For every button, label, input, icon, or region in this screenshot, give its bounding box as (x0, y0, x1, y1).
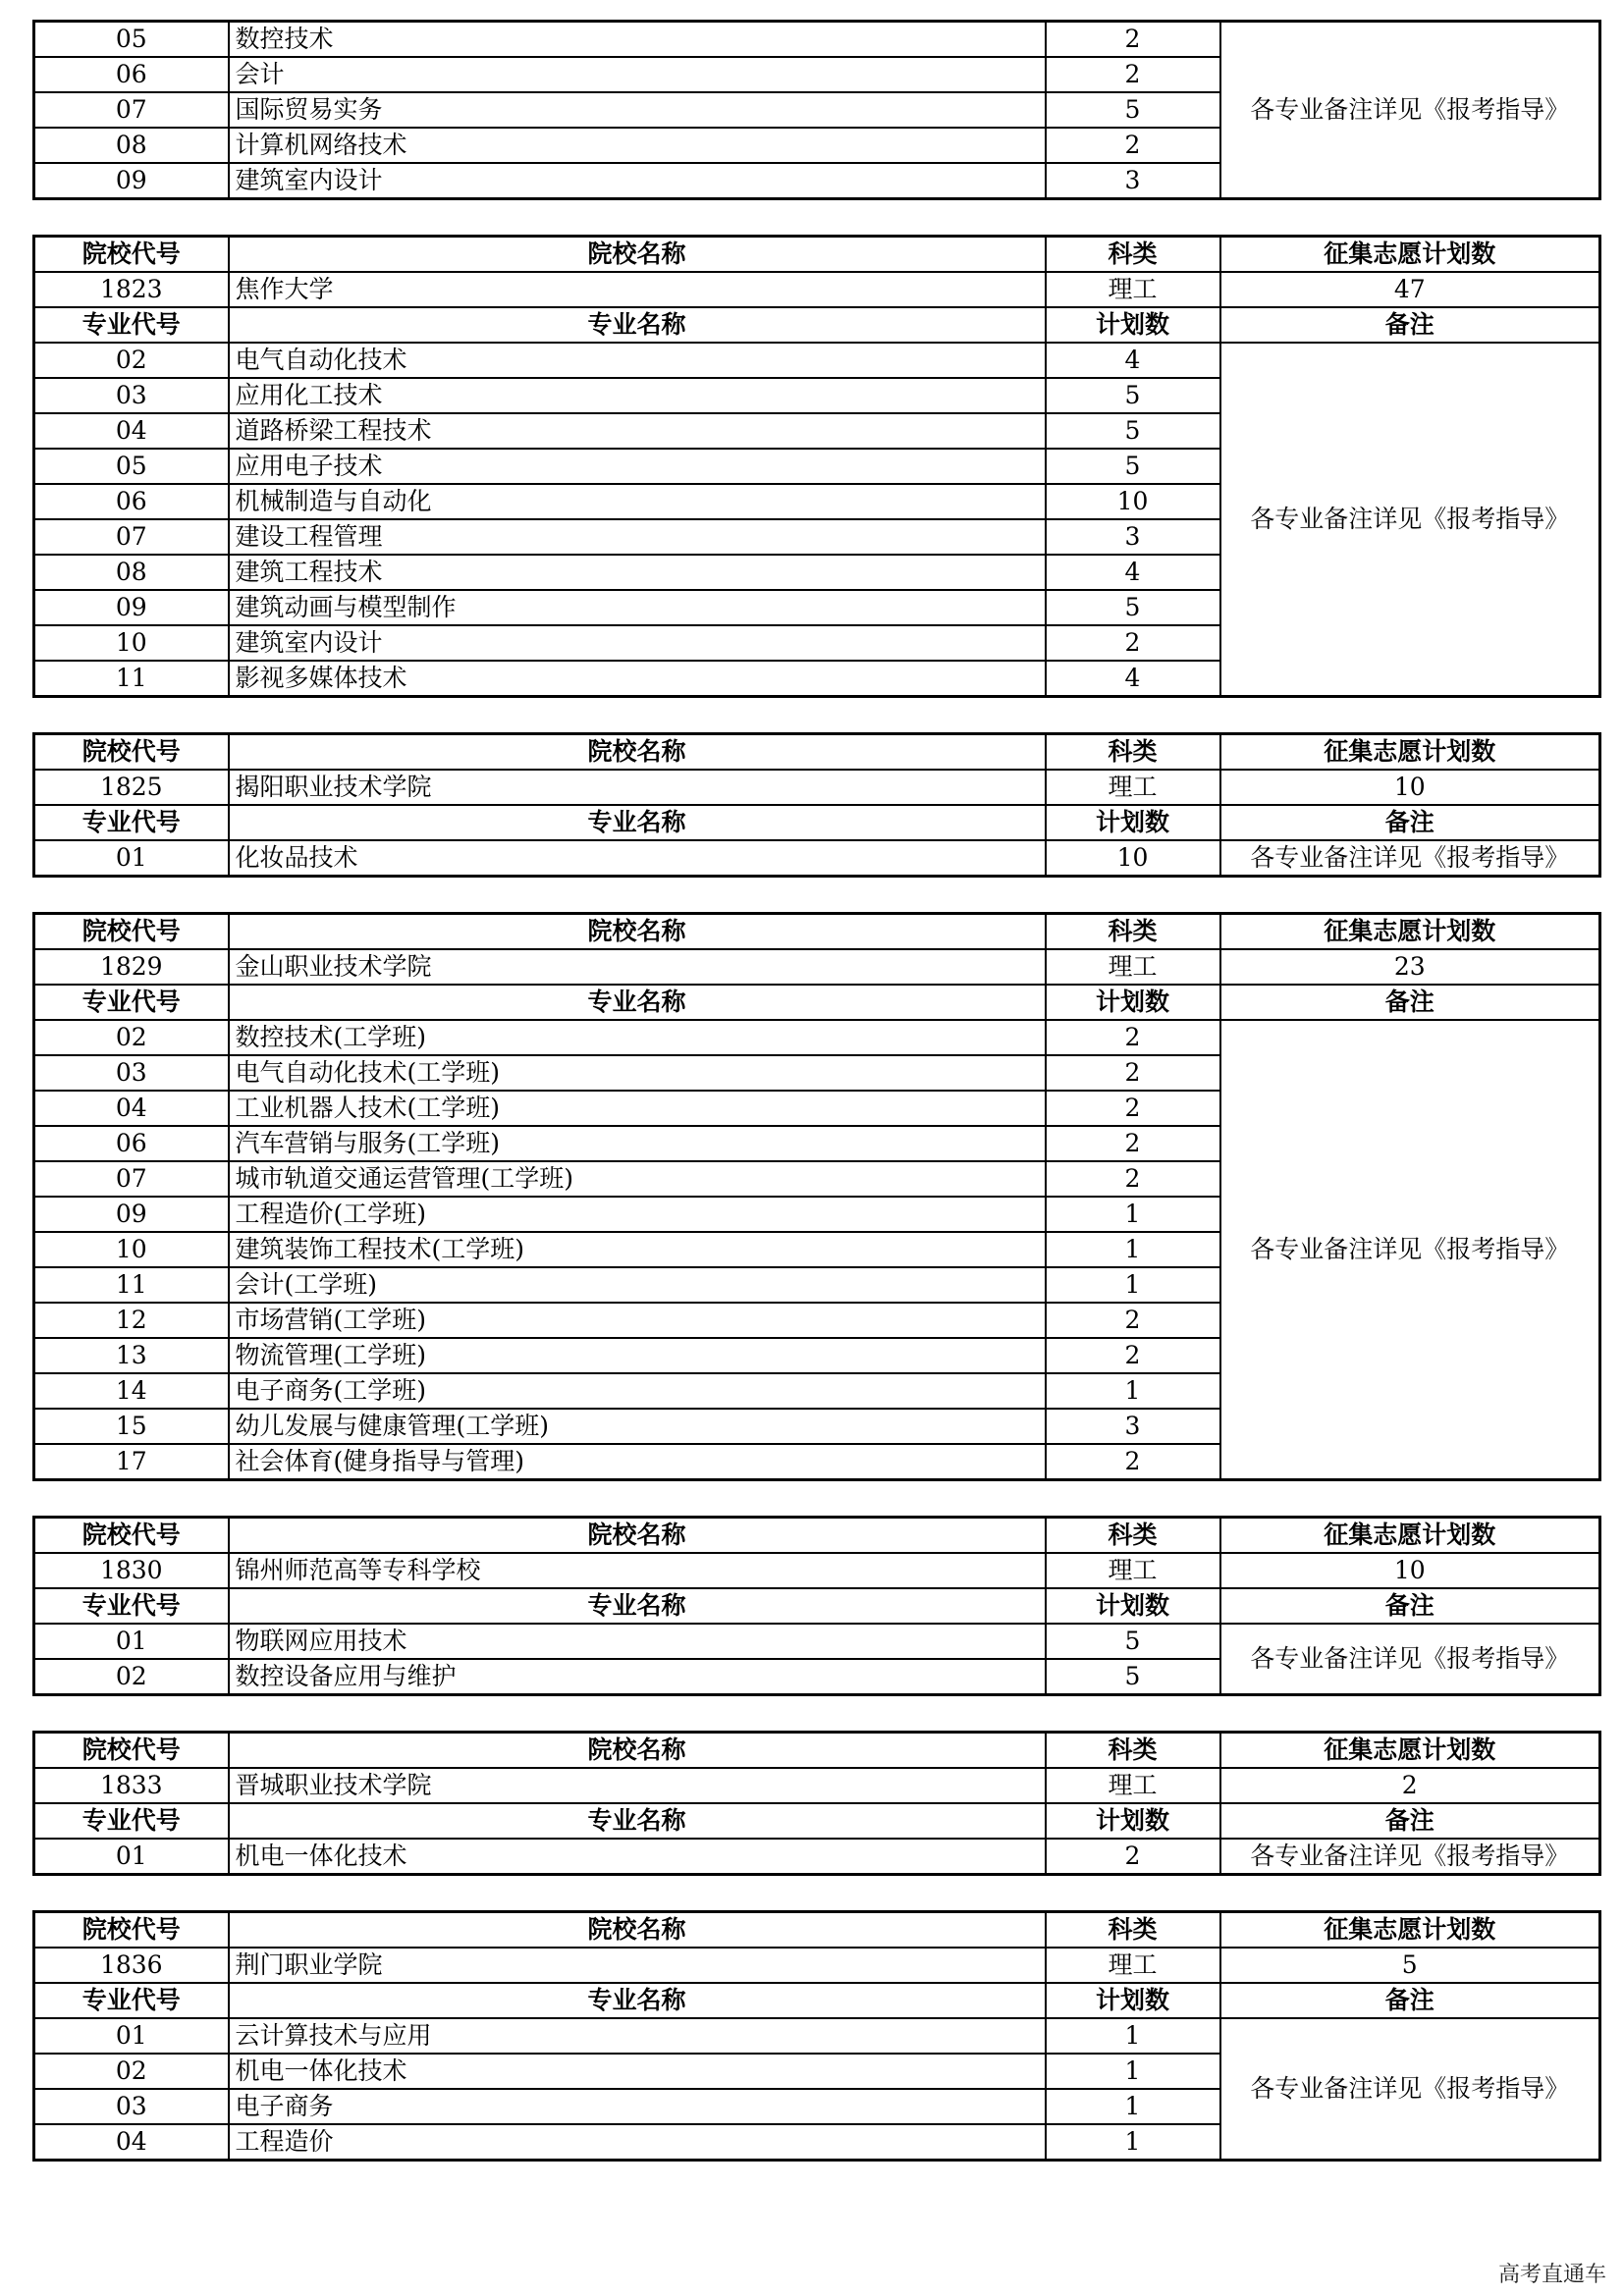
plan-count: 3 (1046, 1409, 1220, 1444)
remark-cell: 各专业备注详见《报考指导》 (1220, 2018, 1600, 2161)
continuation-table (32, 20, 1601, 200)
school-table (32, 1516, 1601, 1696)
school-code: 1825 (34, 770, 229, 805)
header-plan-total: 征集志愿计划数 (1220, 237, 1600, 273)
header-school-name: 院校名称 (229, 237, 1046, 273)
major-name: 电子商务(工学班) (229, 1373, 1046, 1409)
major-code: 15 (34, 1409, 229, 1444)
plan-count: 1 (1046, 1373, 1220, 1409)
major-code: 06 (34, 1126, 229, 1161)
major-name: 国际贸易实务 (229, 92, 1046, 128)
major-name: 电气自动化技术(工学班) (229, 1055, 1046, 1091)
major-code: 07 (34, 519, 229, 555)
school-plan-total: 23 (1220, 949, 1600, 985)
major-row (34, 1624, 1600, 1659)
school-code: 1833 (34, 1768, 229, 1803)
header-category: 科类 (1046, 1518, 1220, 1554)
plan-count: 1 (1046, 2018, 1220, 2054)
plan-count: 5 (1046, 1659, 1220, 1695)
header-plan-total: 征集志愿计划数 (1220, 914, 1600, 950)
school-category: 理工 (1046, 1768, 1220, 1803)
header-school-code: 院校代号 (34, 1912, 229, 1949)
major-code: 17 (34, 1444, 229, 1480)
school-info-row (34, 1948, 1600, 1983)
school-table (32, 1731, 1601, 1876)
major-name: 机电一体化技术 (229, 2054, 1046, 2089)
header-plan-count: 计划数 (1046, 307, 1220, 343)
major-name: 市场营销(工学班) (229, 1303, 1046, 1338)
major-name: 城市轨道交通运营管理(工学班) (229, 1161, 1046, 1197)
school-name: 锦州师范高等专科学校 (229, 1553, 1046, 1588)
remark-cell: 各专业备注详见《报考指导》 (1220, 1839, 1600, 1875)
remark-cell: 各专业备注详见《报考指导》 (1220, 1624, 1600, 1695)
plan-count: 2 (1046, 1126, 1220, 1161)
header-category: 科类 (1046, 1733, 1220, 1769)
major-row (34, 2018, 1600, 2054)
header-remark: 备注 (1220, 805, 1600, 840)
header-major-code: 专业代号 (34, 985, 229, 1020)
major-row (34, 840, 1600, 877)
plan-count: 1 (1046, 1267, 1220, 1303)
plan-count: 3 (1046, 163, 1220, 199)
header-plan-total: 征集志愿计划数 (1220, 1733, 1600, 1769)
major-name: 计算机网络技术 (229, 128, 1046, 163)
major-code: 04 (34, 1091, 229, 1126)
major-row (34, 22, 1600, 58)
major-header-row (34, 1588, 1600, 1624)
school-info-row (34, 1768, 1600, 1803)
header-major-code: 专业代号 (34, 1588, 229, 1624)
major-code: 04 (34, 413, 229, 449)
major-code: 08 (34, 555, 229, 590)
major-name: 建筑装饰工程技术(工学班) (229, 1232, 1046, 1267)
header-remark: 备注 (1220, 307, 1600, 343)
major-code: 13 (34, 1338, 229, 1373)
major-code: 09 (34, 1197, 229, 1232)
school-category: 理工 (1046, 272, 1220, 307)
plan-count: 2 (1046, 128, 1220, 163)
major-name: 数控设备应用与维护 (229, 1659, 1046, 1695)
plan-count: 1 (1046, 1232, 1220, 1267)
plan-count: 2 (1046, 1303, 1220, 1338)
major-name: 工程造价(工学班) (229, 1197, 1046, 1232)
header-category: 科类 (1046, 914, 1220, 950)
major-code: 09 (34, 590, 229, 625)
remark-cell: 各专业备注详见《报考指导》 (1220, 22, 1600, 199)
header-school-code: 院校代号 (34, 734, 229, 771)
major-code: 02 (34, 343, 229, 378)
school-category: 理工 (1046, 1553, 1220, 1588)
major-code: 01 (34, 2018, 229, 2054)
remark-cell: 各专业备注详见《报考指导》 (1220, 1020, 1600, 1480)
header-major-code: 专业代号 (34, 805, 229, 840)
header-remark: 备注 (1220, 1588, 1600, 1624)
plan-count: 2 (1046, 1161, 1220, 1197)
plan-count: 2 (1046, 1338, 1220, 1373)
major-name: 应用化工技术 (229, 378, 1046, 413)
plan-count: 5 (1046, 590, 1220, 625)
plan-count: 2 (1046, 1020, 1220, 1055)
header-school-code: 院校代号 (34, 237, 229, 273)
major-name: 云计算技术与应用 (229, 2018, 1046, 2054)
major-code: 03 (34, 378, 229, 413)
major-code: 01 (34, 840, 229, 877)
major-name: 数控技术(工学班) (229, 1020, 1046, 1055)
major-name: 物联网应用技术 (229, 1624, 1046, 1659)
major-code: 09 (34, 163, 229, 199)
plan-count: 5 (1046, 1624, 1220, 1659)
header-remark: 备注 (1220, 1803, 1600, 1839)
school-table (32, 732, 1601, 878)
school-name: 晋城职业技术学院 (229, 1768, 1046, 1803)
major-code: 05 (34, 449, 229, 484)
major-name: 会计(工学班) (229, 1267, 1046, 1303)
major-code: 03 (34, 2089, 229, 2124)
school-category: 理工 (1046, 770, 1220, 805)
header-school-name: 院校名称 (229, 734, 1046, 771)
plan-count: 4 (1046, 343, 1220, 378)
school-category: 理工 (1046, 1948, 1220, 1983)
header-category: 科类 (1046, 734, 1220, 771)
major-name: 建筑工程技术 (229, 555, 1046, 590)
major-name: 机电一体化技术 (229, 1839, 1046, 1875)
major-code: 02 (34, 2054, 229, 2089)
school-code: 1823 (34, 272, 229, 307)
school-name: 揭阳职业技术学院 (229, 770, 1046, 805)
header-plan-count: 计划数 (1046, 1983, 1220, 2018)
major-name: 工程造价 (229, 2124, 1046, 2161)
header-major-name: 专业名称 (229, 805, 1046, 840)
admission-plan-document (32, 20, 1598, 2196)
major-name: 电子商务 (229, 2089, 1046, 2124)
header-school-code: 院校代号 (34, 914, 229, 950)
major-header-row (34, 805, 1600, 840)
school-plan-total: 2 (1220, 1768, 1600, 1803)
school-header-row (34, 1733, 1600, 1769)
major-code: 02 (34, 1659, 229, 1695)
major-name: 会计 (229, 57, 1046, 92)
school-header-row (34, 734, 1600, 771)
header-school-code: 院校代号 (34, 1733, 229, 1769)
watermark: 高考直通车 (1497, 2263, 1606, 2287)
plan-count: 10 (1046, 840, 1220, 877)
major-code: 10 (34, 1232, 229, 1267)
header-major-name: 专业名称 (229, 307, 1046, 343)
major-header-row (34, 985, 1600, 1020)
school-category: 理工 (1046, 949, 1220, 985)
plan-count: 2 (1046, 1091, 1220, 1126)
header-major-code: 专业代号 (34, 1803, 229, 1839)
header-major-code: 专业代号 (34, 307, 229, 343)
major-name: 应用电子技术 (229, 449, 1046, 484)
major-header-row (34, 1803, 1600, 1839)
major-name: 化妆品技术 (229, 840, 1046, 877)
plan-count: 2 (1046, 1839, 1220, 1875)
header-remark: 备注 (1220, 985, 1600, 1020)
major-row (34, 343, 1600, 378)
remark-cell: 各专业备注详见《报考指导》 (1220, 343, 1600, 697)
school-header-row (34, 237, 1600, 273)
header-major-name: 专业名称 (229, 985, 1046, 1020)
plan-count: 2 (1046, 22, 1220, 58)
header-school-name: 院校名称 (229, 1518, 1046, 1554)
major-name: 工业机器人技术(工学班) (229, 1091, 1046, 1126)
school-header-row (34, 914, 1600, 950)
major-name: 物流管理(工学班) (229, 1338, 1046, 1373)
plan-count: 4 (1046, 661, 1220, 697)
remark-cell: 各专业备注详见《报考指导》 (1220, 840, 1600, 877)
major-code: 02 (34, 1020, 229, 1055)
major-code: 08 (34, 128, 229, 163)
major-name: 数控技术 (229, 22, 1046, 58)
school-tables (32, 235, 1598, 2162)
header-plan-count: 计划数 (1046, 985, 1220, 1020)
school-name: 焦作大学 (229, 272, 1046, 307)
school-plan-total: 10 (1220, 770, 1600, 805)
major-header-row (34, 1983, 1600, 2018)
major-name: 汽车营销与服务(工学班) (229, 1126, 1046, 1161)
major-name: 电气自动化技术 (229, 343, 1046, 378)
header-major-name: 专业名称 (229, 1983, 1046, 2018)
plan-count: 3 (1046, 519, 1220, 555)
plan-count: 1 (1046, 2054, 1220, 2089)
major-name: 机械制造与自动化 (229, 484, 1046, 519)
plan-count: 5 (1046, 92, 1220, 128)
header-plan-count: 计划数 (1046, 805, 1220, 840)
school-plan-total: 5 (1220, 1948, 1600, 1983)
major-name: 建筑室内设计 (229, 163, 1046, 199)
school-header-row (34, 1912, 1600, 1949)
school-plan-total: 47 (1220, 272, 1600, 307)
header-school-code: 院校代号 (34, 1518, 229, 1554)
school-table (32, 912, 1601, 1481)
major-code: 12 (34, 1303, 229, 1338)
major-code: 10 (34, 625, 229, 661)
header-major-name: 专业名称 (229, 1803, 1046, 1839)
major-code: 06 (34, 57, 229, 92)
plan-count: 2 (1046, 1444, 1220, 1480)
plan-count: 2 (1046, 1055, 1220, 1091)
school-info-row (34, 1553, 1600, 1588)
school-name: 金山职业技术学院 (229, 949, 1046, 985)
plan-count: 5 (1046, 413, 1220, 449)
header-school-name: 院校名称 (229, 914, 1046, 950)
major-name: 建筑室内设计 (229, 625, 1046, 661)
school-table (32, 1910, 1601, 2162)
major-code: 03 (34, 1055, 229, 1091)
header-major-name: 专业名称 (229, 1588, 1046, 1624)
school-info-row (34, 949, 1600, 985)
header-school-name: 院校名称 (229, 1912, 1046, 1949)
major-code: 11 (34, 1267, 229, 1303)
plan-count: 2 (1046, 625, 1220, 661)
major-name: 建设工程管理 (229, 519, 1046, 555)
school-info-row (34, 770, 1600, 805)
plan-count: 5 (1046, 449, 1220, 484)
school-name: 荆门职业学院 (229, 1948, 1046, 1983)
major-code: 06 (34, 484, 229, 519)
major-code: 11 (34, 661, 229, 697)
header-major-code: 专业代号 (34, 1983, 229, 2018)
major-code: 01 (34, 1624, 229, 1659)
major-name: 建筑动画与模型制作 (229, 590, 1046, 625)
header-category: 科类 (1046, 237, 1220, 273)
plan-count: 2 (1046, 57, 1220, 92)
plan-count: 1 (1046, 2124, 1220, 2161)
school-header-row (34, 1518, 1600, 1554)
major-row (34, 1020, 1600, 1055)
major-code: 01 (34, 1839, 229, 1875)
plan-count: 1 (1046, 2089, 1220, 2124)
school-code: 1829 (34, 949, 229, 985)
major-code: 07 (34, 1161, 229, 1197)
header-school-name: 院校名称 (229, 1733, 1046, 1769)
school-code: 1830 (34, 1553, 229, 1588)
plan-count: 10 (1046, 484, 1220, 519)
major-code: 05 (34, 22, 229, 58)
header-plan-count: 计划数 (1046, 1588, 1220, 1624)
major-name: 幼儿发展与健康管理(工学班) (229, 1409, 1046, 1444)
header-category: 科类 (1046, 1912, 1220, 1949)
school-code: 1836 (34, 1948, 229, 1983)
school-table (32, 235, 1601, 698)
major-code: 07 (34, 92, 229, 128)
plan-count: 1 (1046, 1197, 1220, 1232)
plan-count: 4 (1046, 555, 1220, 590)
major-row (34, 1839, 1600, 1875)
header-remark: 备注 (1220, 1983, 1600, 2018)
header-plan-count: 计划数 (1046, 1803, 1220, 1839)
major-header-row (34, 307, 1600, 343)
school-info-row (34, 272, 1600, 307)
header-plan-total: 征集志愿计划数 (1220, 1518, 1600, 1554)
major-name: 社会体育(健身指导与管理) (229, 1444, 1046, 1480)
plan-count: 5 (1046, 378, 1220, 413)
major-name: 影视多媒体技术 (229, 661, 1046, 697)
major-code: 14 (34, 1373, 229, 1409)
school-plan-total: 10 (1220, 1553, 1600, 1588)
header-plan-total: 征集志愿计划数 (1220, 1912, 1600, 1949)
header-plan-total: 征集志愿计划数 (1220, 734, 1600, 771)
major-code: 04 (34, 2124, 229, 2161)
major-name: 道路桥梁工程技术 (229, 413, 1046, 449)
